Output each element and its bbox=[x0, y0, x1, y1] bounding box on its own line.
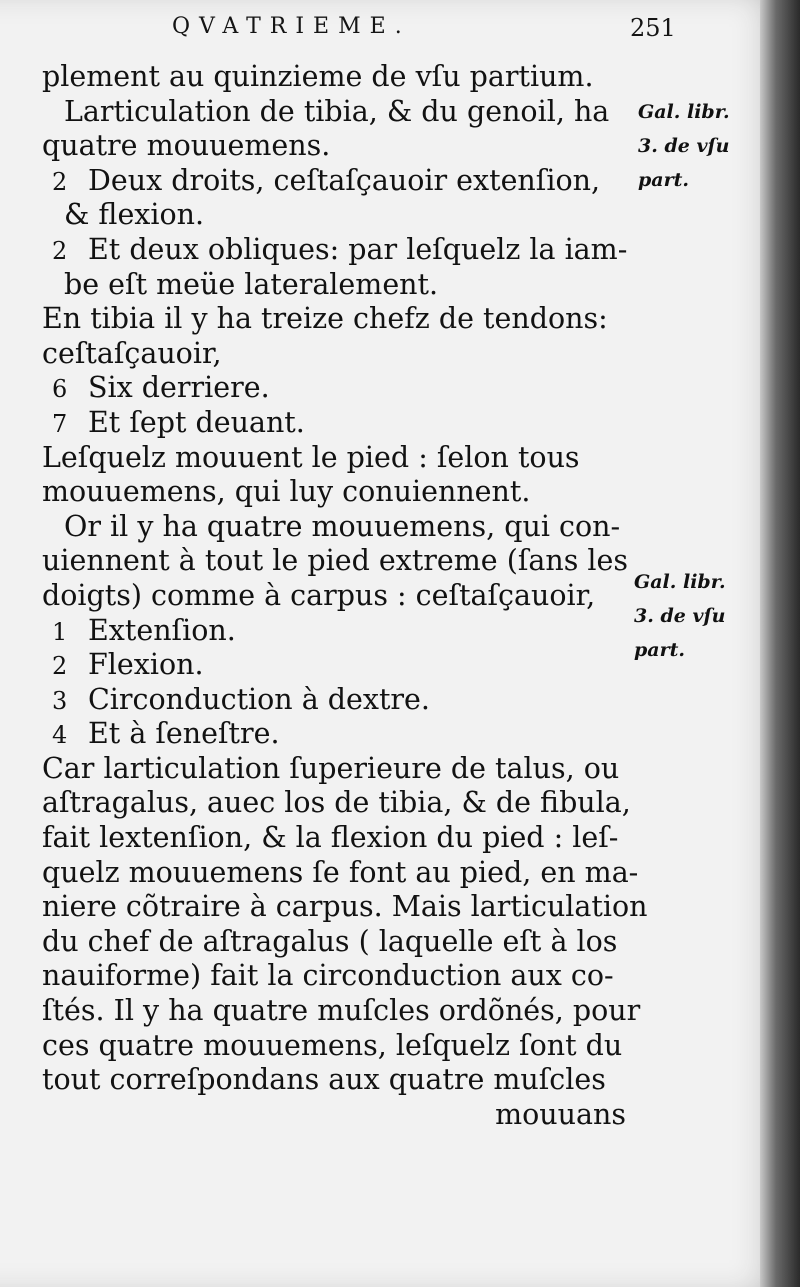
text-line bbox=[42, 717, 632, 752]
text-line bbox=[42, 441, 632, 476]
text-line bbox=[42, 198, 632, 233]
line-text: tout correſpondans aux quatre muſcles bbox=[42, 1063, 606, 1097]
line-text: Et ſept deuant. bbox=[88, 405, 305, 439]
margin-note-line: 3. de vſu bbox=[638, 135, 730, 157]
main-text-block bbox=[42, 60, 648, 1132]
line-text: nauiforme) fait la circonduction aux co- bbox=[42, 959, 614, 993]
list-number: 2 bbox=[52, 236, 68, 265]
text-line bbox=[42, 268, 632, 303]
text-line bbox=[42, 164, 632, 199]
text-line bbox=[42, 994, 641, 1029]
text-line bbox=[42, 510, 632, 545]
line-text: du chef de aſtragalus ( laquelle eſt à los bbox=[42, 924, 618, 958]
text-line bbox=[42, 752, 632, 787]
line-text: fait lextenſion, & la flexion du pied : leſ- bbox=[42, 821, 619, 855]
list-number: 7 bbox=[52, 409, 68, 438]
line-text: Deux droits, ceſtaſçauoir extenſion, bbox=[88, 163, 601, 197]
text-line bbox=[42, 683, 632, 718]
margin-note-line: part. bbox=[634, 639, 685, 661]
line-text: Or il y ha quatre mouuemens, qui con- bbox=[64, 509, 621, 543]
line-text: & flexion. bbox=[64, 198, 205, 232]
text-line bbox=[42, 129, 632, 164]
text-line bbox=[42, 855, 639, 891]
text-line bbox=[42, 925, 632, 960]
margin-note-line: 3. de vſu bbox=[634, 605, 726, 627]
text-line bbox=[42, 371, 632, 406]
list-number: 2 bbox=[52, 167, 68, 196]
line-text: Extenſion. bbox=[88, 613, 236, 647]
margin-note-line: Gal. libr. bbox=[638, 101, 730, 123]
line-text: be eſt meüe lateralement. bbox=[64, 267, 439, 301]
book-gutter bbox=[760, 0, 800, 1287]
list-number: 3 bbox=[52, 686, 68, 715]
line-text: Car larticulation ſuperieure de talus, ou bbox=[42, 751, 620, 785]
line-text: uiennent à tout le pied extreme (ſans les bbox=[42, 544, 629, 578]
page-number: 251 bbox=[630, 14, 676, 42]
line-text: quatre mouuemens. bbox=[42, 129, 331, 163]
list-number: 4 bbox=[52, 721, 68, 750]
text-line bbox=[42, 233, 632, 268]
margin-note-2 bbox=[634, 565, 726, 667]
list-number: 2 bbox=[52, 652, 68, 681]
text-line bbox=[42, 406, 632, 441]
line-text: Et deux obliques: par leſquelz la iam- bbox=[88, 232, 628, 266]
text-line bbox=[42, 614, 632, 649]
text-line bbox=[42, 648, 632, 683]
text-line bbox=[42, 890, 648, 925]
line-text: Leſquelz mouuent le pied : ſelon tous bbox=[42, 440, 580, 474]
list-number: 1 bbox=[52, 617, 68, 646]
text-line bbox=[42, 579, 632, 614]
text-line bbox=[42, 821, 632, 856]
text-line bbox=[42, 786, 632, 821]
line-text: mouuemens, qui luy conuiennent. bbox=[42, 475, 531, 509]
text-line bbox=[42, 1029, 632, 1064]
text-line bbox=[42, 337, 632, 372]
line-text: Flexion. bbox=[88, 648, 204, 682]
line-text: doigts) comme à carpus : ceſtaſçauoir, bbox=[42, 578, 596, 612]
line-text: quelz mouuemens ſe font au pied, en ma- bbox=[42, 855, 639, 889]
line-text: plement au quinzieme de vſu partium. bbox=[42, 60, 594, 93]
text-line bbox=[42, 544, 632, 579]
running-title: QVATRIEME. bbox=[172, 14, 411, 39]
text-line bbox=[42, 95, 632, 130]
margin-note-line: Gal. libr. bbox=[634, 571, 726, 593]
margin-note-1 bbox=[638, 95, 730, 197]
line-text: En tibia il y ha treize chefz de tendons: bbox=[42, 302, 608, 336]
line-text: Circonduction à dextre. bbox=[88, 682, 430, 716]
line-text: ceſtaſçauoir, bbox=[42, 336, 222, 370]
catchword: mouuans bbox=[495, 1097, 626, 1131]
line-text: niere cõtraire à carpus. Mais larticulation bbox=[42, 890, 648, 924]
text-line bbox=[42, 959, 632, 994]
text-line bbox=[42, 302, 632, 337]
line-text: ces quatre mouuemens, leſquelz ſont du bbox=[42, 1028, 623, 1062]
margin-note-line: part. bbox=[638, 169, 689, 191]
line-text: aſtragalus, auec los de tibia, & de fibula, bbox=[42, 786, 631, 820]
line-text: Larticulation de tibia, & du genoil, ha bbox=[64, 94, 610, 128]
line-text: Et à ſeneſtre. bbox=[88, 717, 280, 751]
text-line bbox=[42, 1063, 632, 1098]
text-line bbox=[42, 475, 632, 510]
line-text: Six derriere. bbox=[88, 371, 270, 405]
line-text: ſtés. Il y ha quatre muſcles ordõnés, pour bbox=[42, 994, 641, 1028]
list-number: 6 bbox=[52, 375, 68, 404]
text-line bbox=[42, 1098, 632, 1133]
text-line bbox=[42, 60, 632, 95]
